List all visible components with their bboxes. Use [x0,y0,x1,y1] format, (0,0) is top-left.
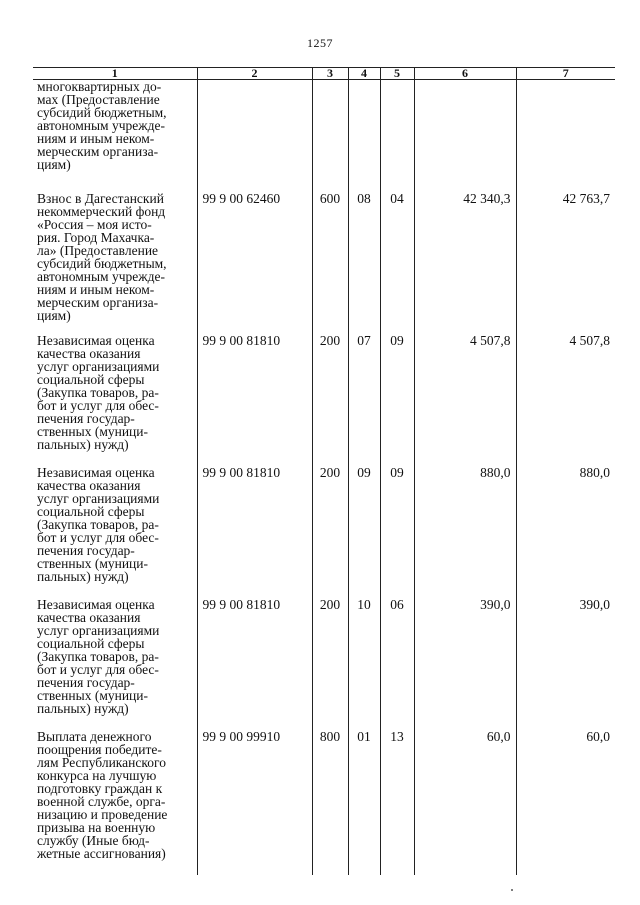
row-col4 [348,80,380,187]
column-header-3: 3 [312,68,348,80]
row-code: 99 9 00 62460 [197,186,312,328]
row-col4: 01 [348,724,380,875]
row-value-6: 4 507,8 [414,328,516,460]
row-value-6: 60,0 [414,724,516,875]
column-header-5: 5 [380,68,414,80]
row-value-6: 390,0 [414,592,516,724]
row-value-7: 60,0 [516,724,615,875]
row-value-7: 390,0 [516,592,615,724]
row-name: Взнос в Дагестанский некоммерческий фонд «Россия – моя исто- рия. Город Махачка- ла» (Предоставление субсидий бюджетным, автономным учрежде- ниям и иным неком- мерческим организа- циям) [37,191,167,323]
row-value-7: 42 763,7 [516,186,615,328]
row-value-7: 880,0 [516,460,615,592]
row-name: многоквартирных до- мах (Предоставление субсидий бюджетным, автономным учрежде- ниям и иным неком- мерческим организа- циям) [37,79,167,172]
row-value-6 [414,80,516,187]
row-col3: 200 [312,460,348,592]
row-value-7 [516,80,615,187]
row-value-6: 42 340,3 [414,186,516,328]
header-row [33,68,615,80]
table-row [33,80,615,187]
row-col5: 09 [380,460,414,592]
row-name: Выплата денежного поощрения победите- лям Республиканского конкурса на лучшую подготовку граждан к военной службе, орга- низацию и проведение призыва на военную службу (Иные бюд- жетные ассигнования) [37,729,168,861]
scan-speck [511,889,513,891]
row-col3: 200 [312,592,348,724]
table-row [33,724,615,875]
table-row [33,592,615,724]
row-value-6: 880,0 [414,460,516,592]
row-col3 [312,80,348,187]
page-number: 1257 [307,36,333,50]
row-col5 [380,80,414,187]
row-code [197,80,312,187]
row-col4: 08 [348,186,380,328]
column-header-2: 2 [197,68,312,80]
row-col5: 09 [380,328,414,460]
table-row [33,186,615,328]
row-col5: 04 [380,186,414,328]
column-header-7: 7 [516,68,615,80]
column-header-1: 1 [33,68,197,80]
row-col3: 800 [312,724,348,875]
column-header-6: 6 [414,68,516,80]
row-code: 99 9 00 81810 [197,328,312,460]
row-code: 99 9 00 81810 [197,592,312,724]
table-row [33,328,615,460]
row-col5: 13 [380,724,414,875]
row-code: 99 9 00 81810 [197,460,312,592]
table-row [33,460,615,592]
row-value-7: 4 507,8 [516,328,615,460]
row-col4: 09 [348,460,380,592]
row-col4: 07 [348,328,380,460]
row-col5: 06 [380,592,414,724]
row-name: Независимая оценка качества оказания услуг организациями социальной сферы (Закупка товаров, ра- бот и услуг для обес- печения государ- ственных (муници- пальных) нужд) [37,597,160,716]
column-header-4: 4 [348,68,380,80]
row-name: Независимая оценка качества оказания услуг организациями социальной сферы (Закупка товаров, ра- бот и услуг для обес- печения государ- ственных (муници- пальных) нужд) [37,465,160,584]
row-col3: 600 [312,186,348,328]
row-col4: 10 [348,592,380,724]
row-code: 99 9 00 99910 [197,724,312,875]
row-name: Независимая оценка качества оказания услуг организациями социальной сферы (Закупка товаров, ра- бот и услуг для обес- печения государ- ственных (муници- пальных) нужд) [37,333,160,452]
row-col3: 200 [312,328,348,460]
budget-table [33,67,615,875]
